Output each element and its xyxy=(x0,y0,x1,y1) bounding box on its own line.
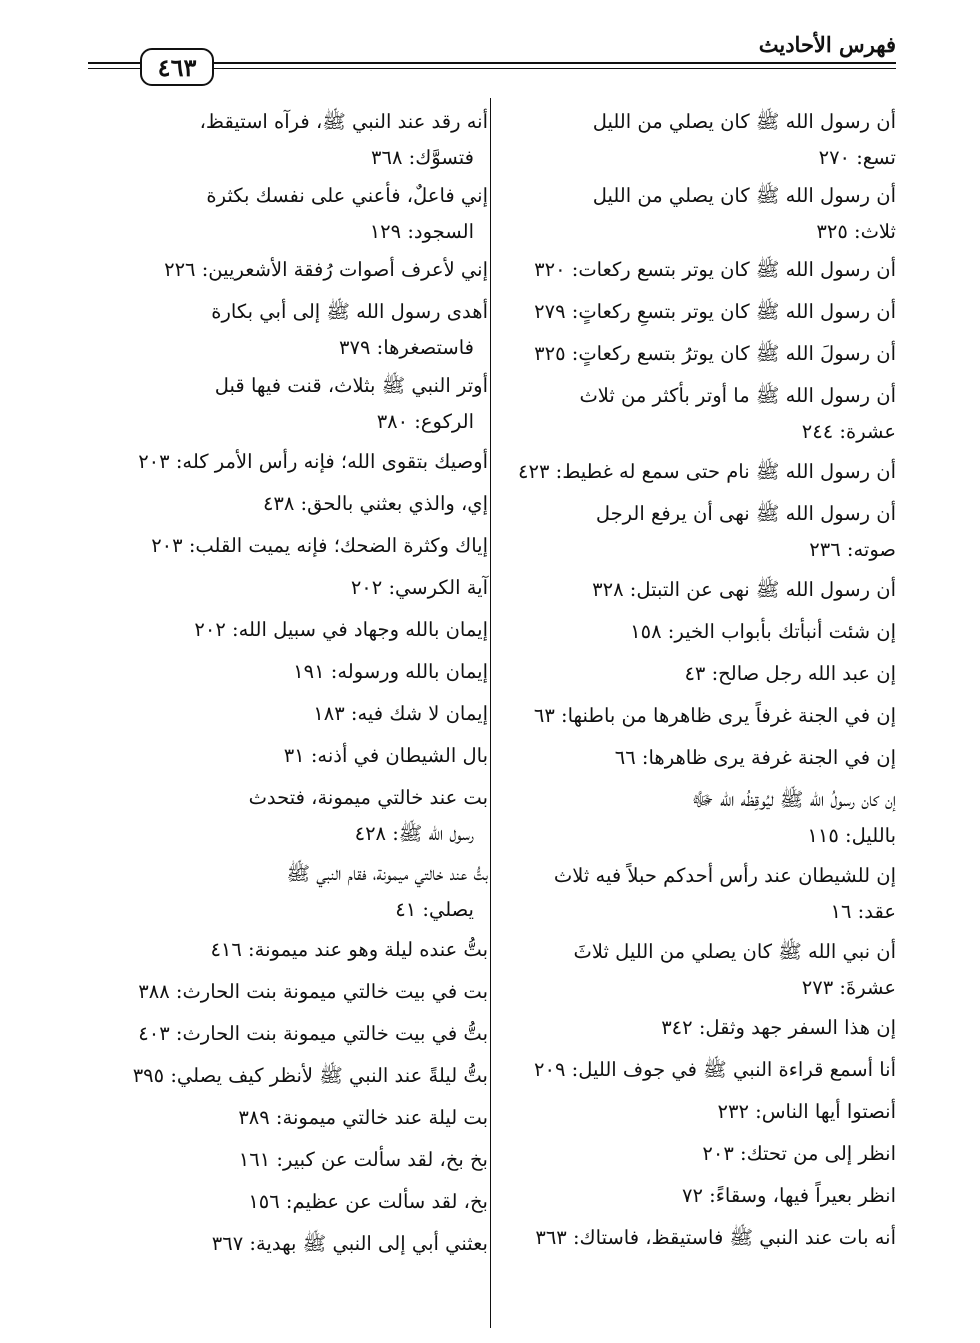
entry-text: إيمان بالله ورسوله: ١٩١ xyxy=(293,660,488,683)
entry-text: أنه رقد عند النبي ﷺ، فرآه استيقظ، xyxy=(199,110,488,133)
entry-continuation: الركوع: ٣٨٠ xyxy=(376,410,474,433)
entry-text: أن رسول الله ﷺ نام حتى سمع له غطيط: ٤٢٣ xyxy=(518,460,896,483)
running-title: فهرس الأحاديث xyxy=(758,32,896,57)
index-entry xyxy=(508,656,896,692)
entry-continuation: عقد: ١٦ xyxy=(830,900,896,923)
entry-text: أهدى رسول الله ﷺ إلى أبي بكارة xyxy=(211,300,488,323)
entry-continuation: بالليل: ١١٥ xyxy=(807,824,896,847)
entry-text: أن رسول الله ﷺ كان يصلي من الليل xyxy=(592,110,896,133)
entry-text: بتُّ عنده ليلة وهو عند ميمونة: ٤١٦ xyxy=(210,938,488,961)
index-entry xyxy=(508,1136,896,1172)
header-rule xyxy=(88,62,140,64)
index-entry xyxy=(88,612,488,648)
index-entry xyxy=(88,856,488,928)
index-entry xyxy=(508,294,896,330)
index-entry xyxy=(88,368,488,440)
entry-continuation: السجود: ١٢٩ xyxy=(369,220,474,243)
index-entry xyxy=(508,252,896,288)
entry-text: إن كان رسولُ الله ﷺ ليُوقِظُه الله ﷻ xyxy=(691,788,896,811)
index-entry xyxy=(508,698,896,734)
entry-text: أن رسول الله ﷺ ما أوتر بأكثر من ثلاث xyxy=(579,384,896,407)
entry-continuation: تسع: ٢٧٠ xyxy=(818,146,896,169)
index-entry xyxy=(88,1226,488,1262)
index-entry xyxy=(508,178,896,250)
right-column xyxy=(508,98,896,1328)
entry-text: إن للشيطان عند رأس أحدكم حبلاً فيه ثلاث xyxy=(553,864,896,887)
header-rule xyxy=(211,62,896,64)
index-entry xyxy=(508,1220,896,1256)
index-entry xyxy=(88,654,488,690)
entry-text: إن في الجنة غرفاً يرى ظاهرها من باطنها: ٦٣ xyxy=(533,704,896,727)
index-entry xyxy=(88,1142,488,1178)
index-entry xyxy=(88,1184,488,1220)
entry-text: أنه بات عند النبي ﷺ فاستيقظ، فاستاك: ٣٦٣ xyxy=(535,1226,896,1249)
entry-text: بتُّ في بيت خالتي ميمونة بنت الحارث: ٤٠٣ xyxy=(138,1022,488,1045)
entry-text: أن رسول الله ﷺ نهى عن التبتل: ٣٢٨ xyxy=(592,578,896,601)
entry-continuation: عشرة: ٢٤٤ xyxy=(801,420,896,443)
index-entry xyxy=(508,934,896,1006)
column-divider xyxy=(490,98,491,1328)
entry-text: إني فاعلٌ، فأعني على نفسك بكثرة xyxy=(206,184,488,207)
entry-text: بت ليلة عند خالتي ميمونة: ٣٨٩ xyxy=(238,1106,488,1129)
entry-continuation: صوته: ٢٣٦ xyxy=(809,538,896,561)
left-column xyxy=(88,98,488,1328)
entry-text: أن رسولَ الله ﷺ كان يوترُ بتسع ركعاتٍ: ٣٢٥ xyxy=(534,342,896,365)
index-entry xyxy=(88,738,488,774)
index-entry xyxy=(88,780,488,852)
entry-text: بخ، لقد سألت عن عظيم: ١٥٦ xyxy=(248,1190,488,1213)
header-rule xyxy=(88,68,140,69)
index-entry xyxy=(508,378,896,450)
entry-text: أنا أسمع قراءة النبي ﷺ في جوف الليل: ٢٠٩ xyxy=(534,1058,896,1081)
entry-text: انظر بعيراً فيها، وسقاءً: ٧٢ xyxy=(682,1184,896,1207)
entry-text: بعثني أبي إلى النبي ﷺ بهدية: ٣٦٧ xyxy=(211,1232,488,1255)
index-entry xyxy=(88,696,488,732)
entry-text: انظر إلى من تحتك: ٢٠٣ xyxy=(702,1142,896,1165)
entry-text: آية الكرسي: ٢٠٢ xyxy=(350,576,488,599)
index-columns xyxy=(88,98,896,1328)
index-entry xyxy=(88,486,488,522)
entry-text: أوصيك بتقوى الله؛ فإنه رأس الأمر كله: ٢٠٣ xyxy=(138,450,488,473)
entry-text: إن هذا السفر جهد وثقل: ٣٤٢ xyxy=(661,1016,896,1039)
index-entry xyxy=(88,932,488,968)
entry-text: إني لأعرف أصوات رُفقة الأشعريين: ٢٢٦ xyxy=(164,258,488,281)
entry-text: بال الشيطان في أذنه: ٣١ xyxy=(283,744,488,767)
entry-text: أن رسول الله ﷺ كان يوتر بتسعِ ركعاتٍ: ٢٧٩ xyxy=(534,300,896,323)
index-entry xyxy=(508,1052,896,1088)
index-entry xyxy=(88,252,488,288)
index-entry xyxy=(508,740,896,776)
index-entry xyxy=(88,294,488,366)
entry-text: بت في بيت خالتي ميمونة بنت الحارث: ٣٨٨ xyxy=(138,980,488,1003)
index-entry xyxy=(508,1178,896,1214)
entry-continuation: فتسوَّك: ٣٦٨ xyxy=(371,146,474,169)
index-entry xyxy=(508,104,896,176)
entry-text: إن في الجنة غرفة يرى ظاهرها: ٦٦ xyxy=(614,746,896,769)
index-entry xyxy=(508,496,896,568)
entry-text: أن رسول الله ﷺ كان يوتر بتسع ركعات: ٣٢٠ xyxy=(534,258,896,281)
entry-text: بتُّ عند خالتي ميمونة، فقام النبي ﷺ xyxy=(286,862,488,885)
page-header xyxy=(88,26,896,86)
index-entry xyxy=(88,1058,488,1094)
index-entry xyxy=(88,1100,488,1136)
entry-continuation: فاستصغرها: ٣٧٩ xyxy=(339,336,474,359)
entry-text: إياك وكثرة الضحك؛ فإنه يميت القلب: ٢٠٣ xyxy=(151,534,488,557)
entry-text: إي، والذي بعثني بالحق: ٤٣٨ xyxy=(262,492,488,515)
index-entry xyxy=(88,974,488,1010)
entry-text: أن نبي الله ﷺ كان يصلي من الليل ثلاثَ xyxy=(573,940,896,963)
index-entry xyxy=(508,1094,896,1130)
index-entry xyxy=(88,1016,488,1052)
entry-text: أنصتوا أيها الناس: ٢٣٢ xyxy=(717,1100,896,1123)
index-entry xyxy=(508,1010,896,1046)
entry-continuation: عشرةَ: ٢٧٣ xyxy=(801,976,896,999)
entry-text: بخ بخ، لقد سألت عن كبير: ١٦١ xyxy=(238,1148,488,1171)
page-number: ٤٦٣ xyxy=(140,48,214,86)
index-entry xyxy=(508,572,896,608)
entry-text: أن رسول الله ﷺ كان يصلي من الليل xyxy=(592,184,896,207)
header-rule xyxy=(211,68,896,69)
entry-text: أن رسول الله ﷺ نهى أن يرفع الرجل xyxy=(595,502,896,525)
index-entry xyxy=(88,104,488,176)
index-entry xyxy=(508,858,896,930)
entry-continuation: رسول الله ﷺ: ٤٢٨ xyxy=(354,822,474,845)
index-entry xyxy=(508,336,896,372)
index-entry xyxy=(508,782,896,854)
index-entry xyxy=(508,454,896,490)
entry-continuation: ثلاث: ٣٢٥ xyxy=(816,220,896,243)
index-entry xyxy=(88,528,488,564)
index-entry xyxy=(88,444,488,480)
entry-text: بت عند خالتي ميمونة، فتحدث xyxy=(248,786,488,809)
entry-text: بتُّ ليلةً عند النبي ﷺ لأنظر كيف يصلي: ٣٩٥ xyxy=(132,1064,488,1087)
index-entry xyxy=(88,570,488,606)
entry-text: إن عبد الله رجل صالح: ٤٣ xyxy=(684,662,896,685)
entry-text: إن شئت أنبأتك بأبواب الخير: ١٥٨ xyxy=(630,620,896,643)
entry-text: إيمان لا شك فيه: ١٨٣ xyxy=(313,702,488,725)
index-entry xyxy=(88,178,488,250)
index-entry xyxy=(508,614,896,650)
entry-text: إيمان بالله وجهاد في سبيل الله: ٢٠٢ xyxy=(194,618,488,641)
entry-continuation: يصلي: ٤١ xyxy=(395,898,474,921)
entry-text: أوتر النبي ﷺ بثلاث، قنت فيها قبل xyxy=(214,374,488,397)
